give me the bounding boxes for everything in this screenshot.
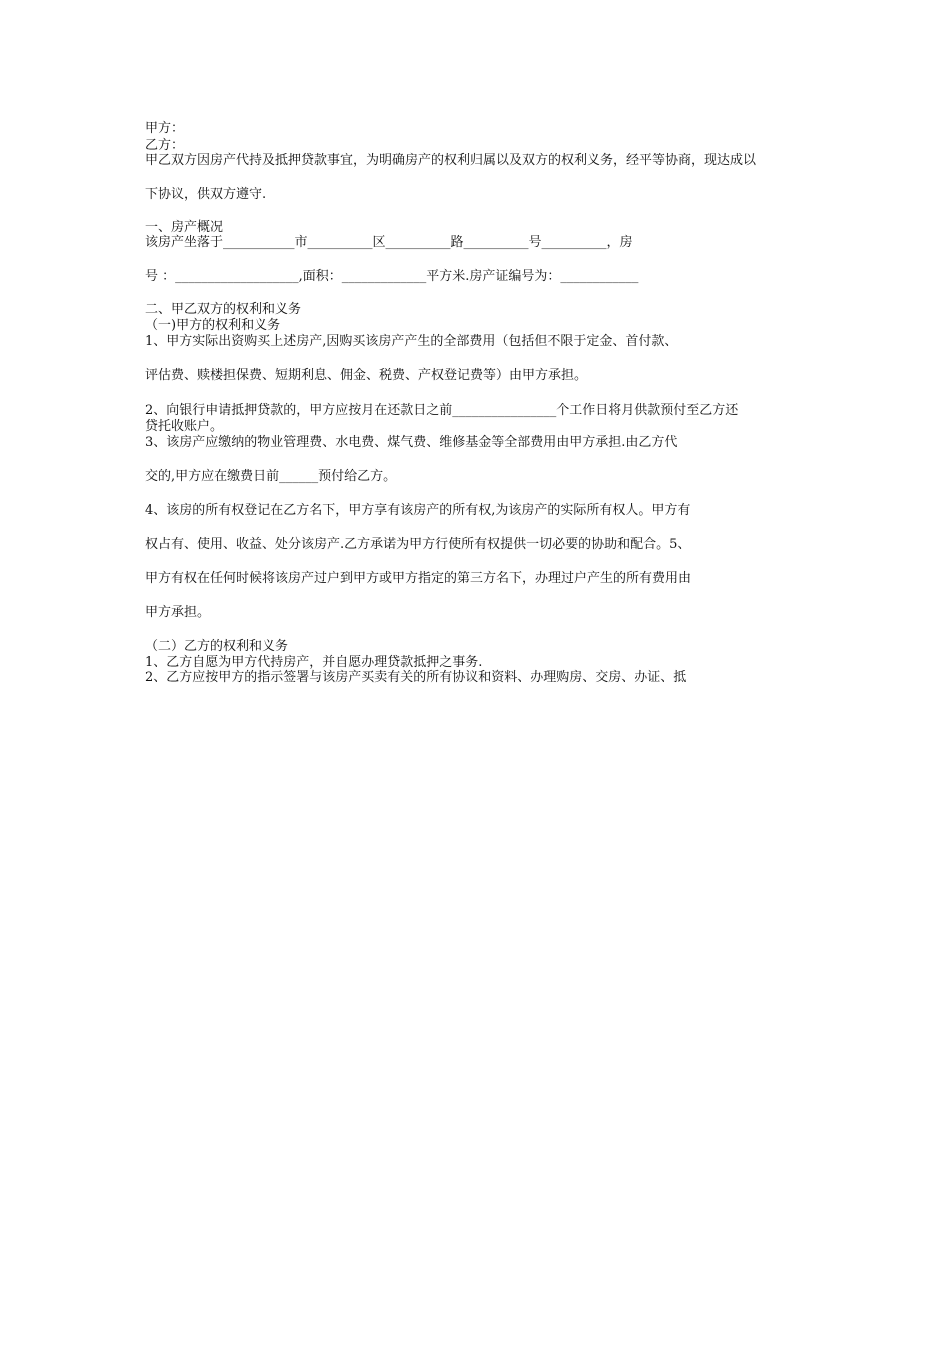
clause-a2-line: 贷托收账户。	[145, 419, 224, 434]
property-details-line: 号 ：___________________,面积：_____________平方米.房产证编号为：____________	[145, 269, 639, 284]
clause-a4-line: 权占有、使用、收益、处分该房产.乙方承诺为甲方行使所有权提供一切必要的协助和配合。5、	[145, 537, 691, 552]
property-location-line: 该房产坐落于___________市__________区__________路__________号__________，房	[145, 235, 633, 250]
subsection-a-heading: （一)甲方的权利和义务	[145, 318, 281, 333]
intro-paragraph-line: 甲乙双方因房产代持及抵押贷款事宜，为明确房产的权利归属以及双方的权利义务，经平等协商，现达成以	[145, 153, 757, 168]
clause-b2-line: 2、乙方应按甲方的指示签署与该房产买卖有关的所有协议和资料、办理购房、交房、办证、抵	[145, 670, 687, 685]
clause-a5-line: 甲方承担。	[145, 605, 211, 620]
clause-b1-line: 1、乙方自愿为甲方代持房产，并自愿办理贷款抵押之事务.	[145, 655, 483, 670]
intro-paragraph-line: 下协议，供双方遵守.	[145, 187, 267, 202]
clause-a3-line: 3、该房产应缴纳的物业管理费、水电费、煤气费、维修基金等全部费用由甲方承担.由乙方代	[145, 435, 678, 450]
section-1-heading: 一、房产概况	[145, 220, 224, 235]
clause-a1-line: 1、甲方实际出资购买上述房产,因购买该房产产生的全部费用（包括但不限于定金、首付款、	[145, 334, 678, 349]
clause-a1-line: 评估费、赎楼担保费、短期利息、佣金、税费、产权登记费等）由甲方承担。	[145, 368, 588, 383]
clause-a4-line: 4、该房的所有权登记在乙方名下，甲方享有该房产的所有权,为该房产的实际所有权人。甲方有	[145, 503, 691, 518]
clause-a3-line: 交的,甲方应在缴费日前______预付给乙方。	[145, 469, 397, 484]
clause-a2-line: 2、向银行申请抵押贷款的，甲方应按月在还款日之前________________个工作日将月供款预付至乙方还	[145, 403, 739, 418]
party-b-label: 乙方：	[145, 138, 185, 153]
subsection-b-heading: （二）乙方的权利和义务	[145, 639, 289, 654]
party-a-label: 甲方：	[145, 121, 185, 136]
clause-a5-line: 甲方有权在任何时候将该房产过户到甲方或甲方指定的第三方名下，办理过户产生的所有费用由	[145, 571, 692, 586]
section-2-heading: 二、甲乙双方的权利和义务	[145, 302, 302, 317]
